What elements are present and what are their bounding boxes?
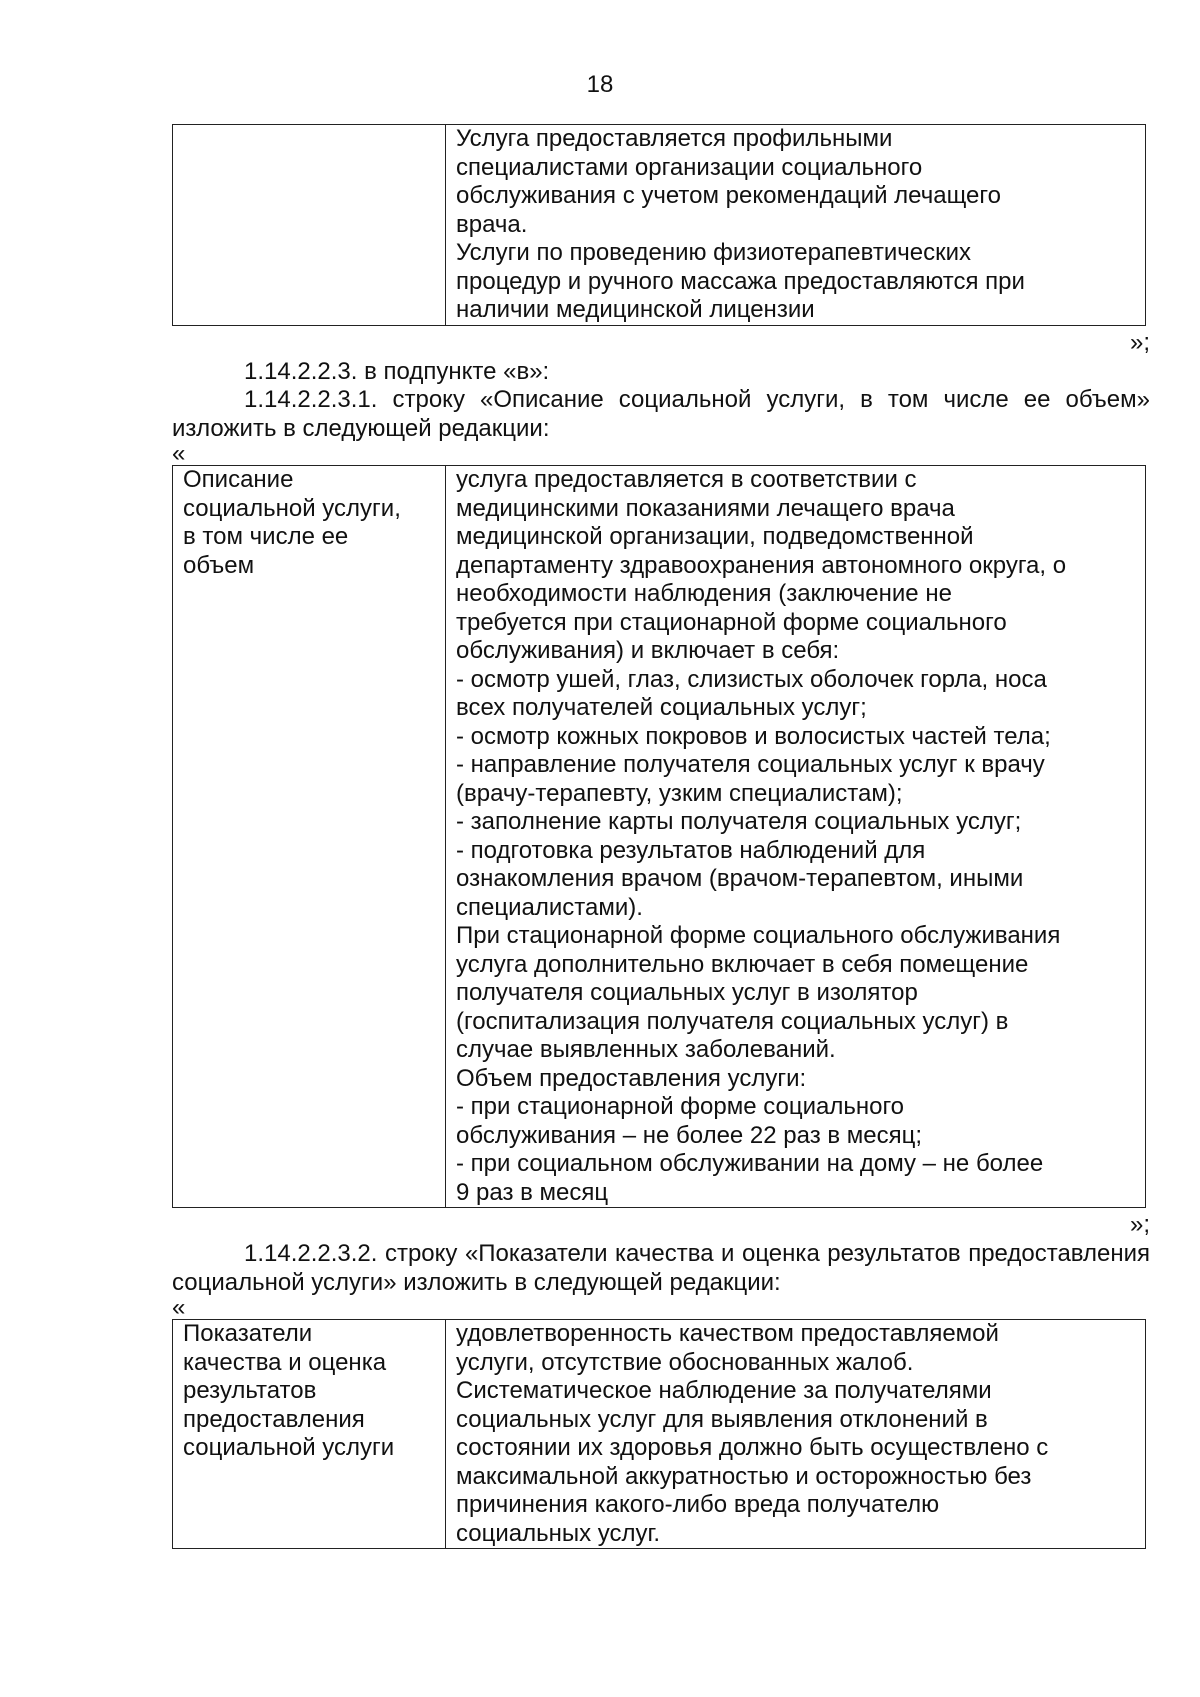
table-row: [173, 1320, 1146, 1549]
table-continued-service: [172, 124, 1146, 326]
paragraph-subclause: 1.14.2.2.3. в подпункте «в»:: [244, 357, 550, 385]
opening-quote: «: [172, 440, 186, 467]
table-service-description: [172, 465, 1146, 1208]
table-cell-label: [173, 125, 446, 326]
table-quality-indicators: [172, 1319, 1146, 1549]
table-row: [173, 125, 1146, 326]
document-body: [172, 124, 1150, 1549]
paragraph-amendment-quality: 1.14.2.2.3.2. строку «Показатели качества и оценка результатов предоставления социальной услуги» изложить в следующей редакции:: [172, 1240, 1150, 1296]
page-number: 18: [586, 71, 614, 98]
table-cell-label: Описание социальной услуги, в том числе ее объем: [173, 466, 446, 1208]
table-cell-label: Показатели качества и оценка результатов предоставления социальной услуги: [173, 1320, 446, 1549]
closing-quote: »;: [1129, 1211, 1150, 1238]
table-cell-text: услуга предоставляется в соответствии с медицинскими показаниями лечащего врача медицинской организации, подведомственной департаменту здравоохранения автономного округа, о необходимости наблюдения (заключение не требуется при стационарной форме социального обслуживания) и включает в себя: - осмотр ушей, глаз, слизистых оболочек горла, носа всех получателей социальных услуг; - осмотр кожных покровов и волосистых частей тела; - направление получателя социальных услуг к врачу (врачу-терапевту, узким специалистам); - заполнение карты получателя социальных услуг; - подготовка результатов наблюдений для ознакомления врачом (врачом-терапевтом, иными специалистами). При стационарной форме социального обслуживания услуга дополнительно включает в себя помещение получателя социальных услуг в изолятор (госпитализация получателя социальных услуг) в случае выявленных заболеваний. Объем предоставления услуги: - при стационарной форме социального обслуживания – не более 22 раз в месяц; - при социальном обслуживании на дому – не более 9 раз в месяц: [446, 466, 1146, 1208]
opening-quote: «: [172, 1294, 186, 1321]
table-cell-text: удовлетворенность качеством предоставляемой услуги, отсутствие обоснованных жалоб. Систематическое наблюдение за получателями социальных услуг для выявления отклонений в состоянии их здоровья должно быть осуществлено с максимальной аккуратностью и осторожностью без причинения какого-либо вреда получателю социальных услуг.: [446, 1320, 1146, 1549]
closing-quote: »;: [1129, 328, 1150, 356]
paragraph-amendment-description: 1.14.2.2.3.1. строку «Описание социальной услуги, в том числе ее объем» изложить в следующей редакции:: [172, 386, 1150, 442]
table-row: [173, 466, 1146, 1208]
table-cell-text: Услуга предоставляется профильными специалистами организации социального обслуживания с учетом рекомендаций лечащего врача. Услуги по проведению физиотерапевтических процедур и ручного массажа предоставляются при наличии медицинской лицензии: [446, 125, 1146, 326]
